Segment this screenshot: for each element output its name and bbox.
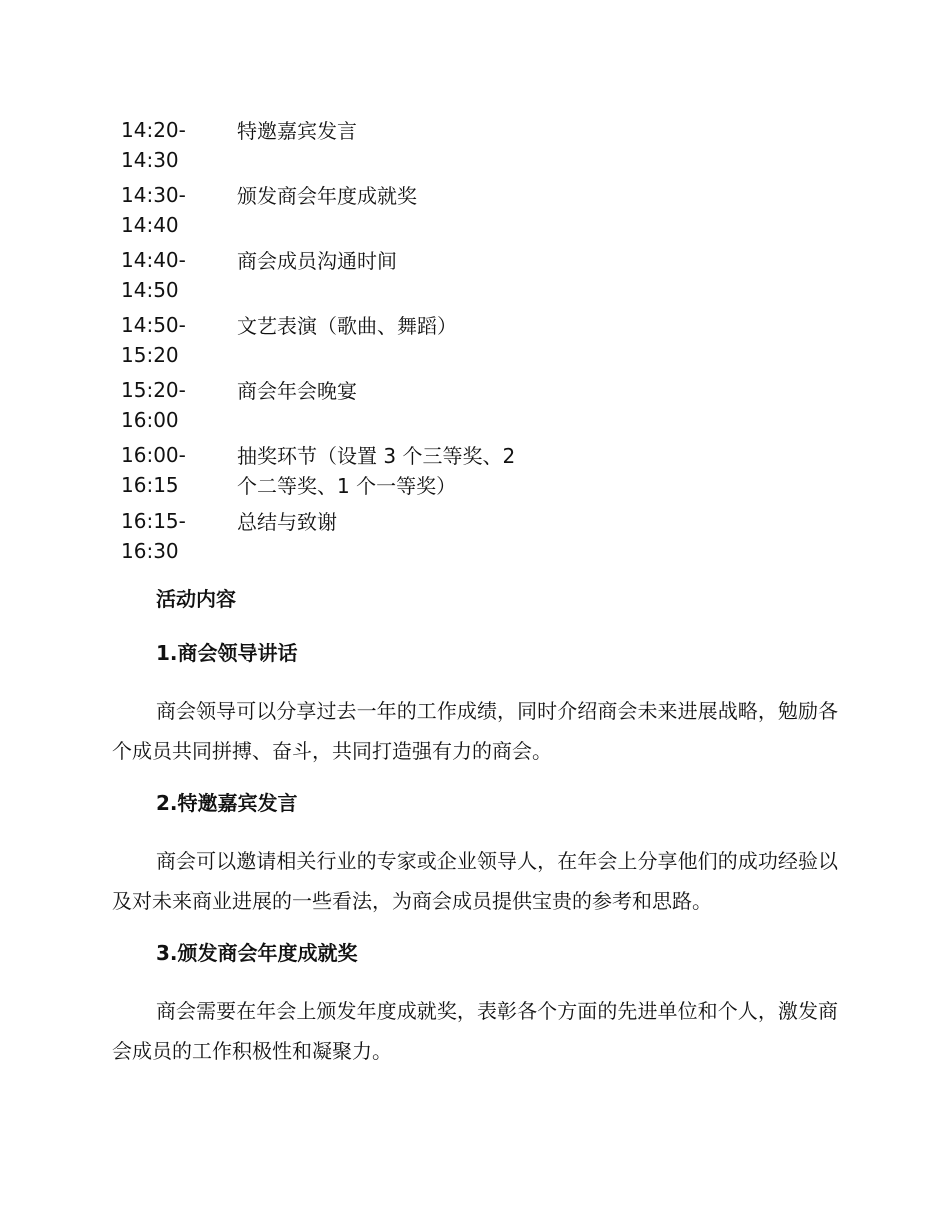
schedule-event: 商会年会晚宴 [237,379,357,403]
schedule-row [121,375,581,435]
section-paragraph: 商会可以邀请相关行业的专家或企业领导人，在年会上分享他们的成功经验以及对未来商业进展的一些看法，为商会成员提供宝贵的参考和思路。 [112,849,838,913]
activity-content [112,583,838,1071]
section-title: 1.商会领导讲话 [156,641,298,665]
schedule-table [121,115,581,571]
schedule-time: 14:20- 14:30 [121,118,186,172]
schedule-event: 商会成员沟通时间 [237,249,397,273]
schedule-time: 15:20- 16:00 [121,378,186,432]
schedule-row [121,115,581,175]
schedule-event: 总结与致谢 [237,510,337,534]
schedule-time: 14:30- 14:40 [121,183,186,237]
section-title: 2.特邀嘉宾发言 [156,791,298,815]
schedule-time: 16:15- 16:30 [121,509,186,563]
schedule-time: 16:00- 16:15 [121,443,186,497]
schedule-event: 颁发商会年度成就奖 [237,184,417,208]
schedule-event: 文艺表演（歌曲、舞蹈） [237,314,457,338]
schedule-event: 特邀嘉宾发言 [237,119,357,143]
schedule-row [121,180,581,240]
schedule-row [121,506,581,566]
schedule-time: 14:50- 15:20 [121,313,186,367]
section-paragraph: 商会领导可以分享过去一年的工作成绩，同时介绍商会未来进展战略，勉励各个成员共同拼搏、奋斗，共同打造强有力的商会。 [112,699,838,763]
section-paragraph: 商会需要在年会上颁发年度成就奖，表彰各个方面的先进单位和个人，激发商会成员的工作积极性和凝聚力。 [112,999,838,1063]
content-heading: 活动内容 [156,587,236,611]
schedule-time: 14:40- 14:50 [121,248,186,302]
schedule-row [121,310,581,370]
schedule-event: 抽奖环节（设置 3 个三等奖、2 个二等奖、1 个一等奖） [237,444,516,498]
schedule-row [121,245,581,305]
section-title: 3.颁发商会年度成就奖 [156,941,358,965]
schedule-row [121,440,581,501]
